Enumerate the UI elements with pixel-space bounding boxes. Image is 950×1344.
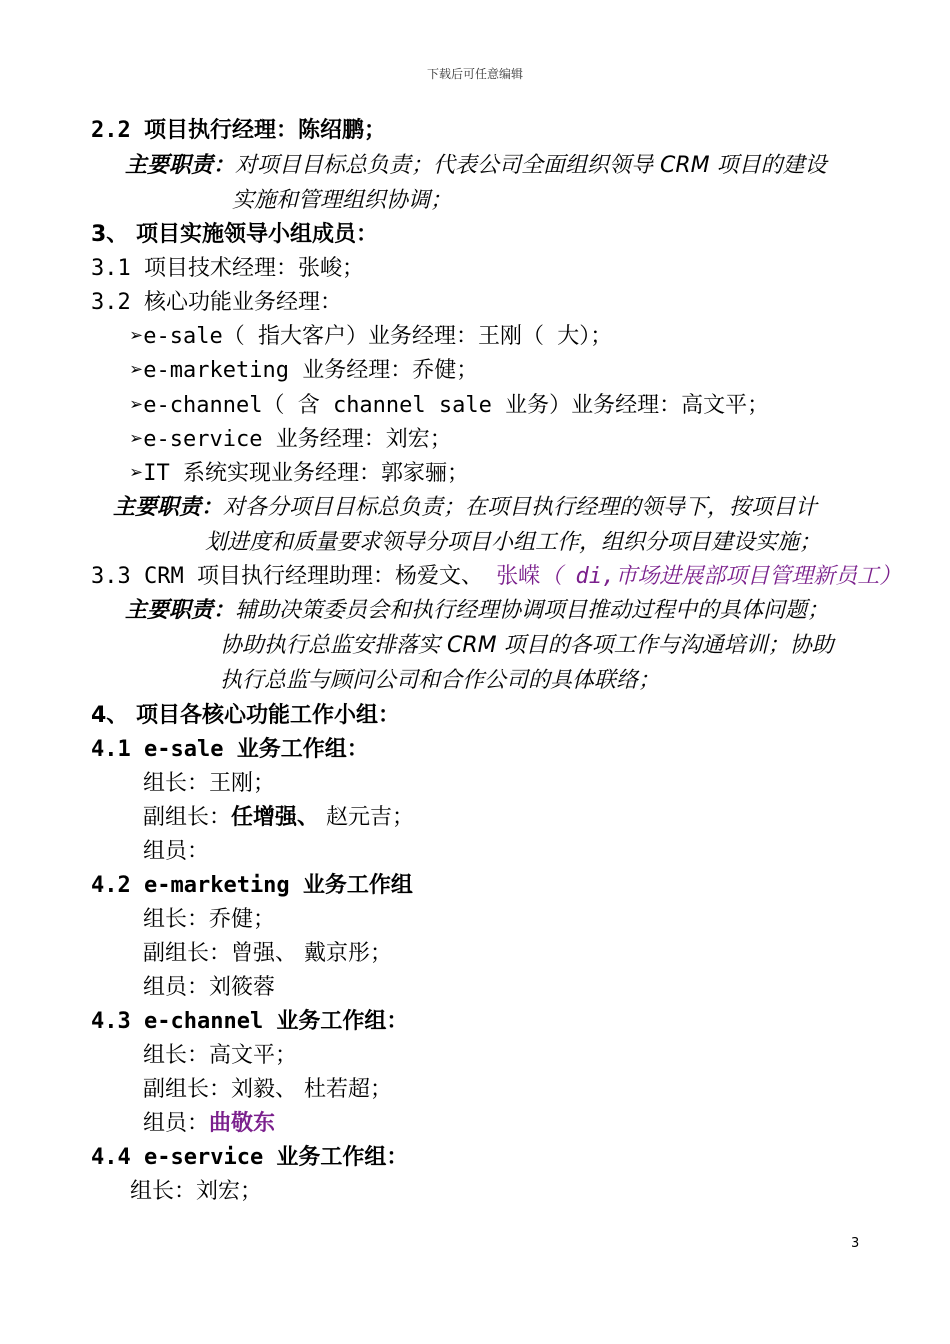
duty-3-2 <box>113 497 817 519</box>
purple-note: （ di,市场进展部项目管理新员工） <box>540 564 902 589</box>
group-deputy: 副组长：曾强、 戴京彤； <box>143 941 392 966</box>
section-3-1: 3.1 项目技术经理：张峻； <box>91 256 364 281</box>
list-item: ➢e-marketing 业务经理：乔健； <box>130 358 479 383</box>
group-members: 组员： <box>143 839 210 864</box>
group-leader: 组长：高文平； <box>143 1043 298 1068</box>
duty-3-2-cont: 划进度和质量要求领导分项目小组工作，组织分项目建设实施； <box>205 530 822 555</box>
section-2-2-heading: 2.2 项目执行经理：陈绍鹏； <box>91 118 386 143</box>
group-deputy: 副组长：任增强、 赵元吉； <box>143 805 415 830</box>
bullet-arrow-icon: ➢ <box>130 461 144 486</box>
section-4-3: 4.3 e-channel 业务工作组： <box>91 1009 409 1034</box>
duty-label: 主要职责： <box>125 598 236 623</box>
bullet-arrow-icon: ➢ <box>130 324 144 349</box>
duty-3-3-cont: 执行总监与顾问公司和合作公司的具体联络； <box>220 668 661 693</box>
duty-label: 主要职责： <box>125 153 236 178</box>
group-deputy: 副组长：刘毅、 杜若超； <box>143 1077 392 1102</box>
duty-label: 主要职责： <box>113 495 224 520</box>
bullet-arrow-icon: ➢ <box>130 427 144 452</box>
section-3-2: 3.2 核心功能业务经理： <box>91 290 342 315</box>
section-4-2: 4.2 e-marketing 业务工作组 <box>91 873 413 898</box>
purple-name: 曲敬东 <box>209 1111 276 1136</box>
group-leader: 组长：王刚； <box>143 771 276 796</box>
bullet-arrow-icon: ➢ <box>130 358 144 383</box>
section-4-1: 4.1 e-sale 业务工作组： <box>91 737 369 762</box>
section-4-4: 4.4 e-service 业务工作组： <box>91 1145 409 1170</box>
list-item: ➢IT 系统实现业务经理：郭家骊； <box>130 461 469 486</box>
bullet-arrow-icon: ➢ <box>130 393 144 418</box>
group-members: 组员：刘筱蓉 <box>143 975 276 1000</box>
page-number: 3 <box>851 1236 860 1251</box>
duty-3-3 <box>125 600 829 622</box>
group-members: 组员：曲敬东 <box>143 1111 276 1136</box>
duty-text: 辅助决策委员会和执行经理协调项目推动过程中的具体问题； <box>235 598 830 623</box>
section-3-heading: 3、 项目实施领导小组成员： <box>91 222 378 247</box>
group-leader: 组长：刘宏； <box>130 1179 263 1204</box>
purple-name: 张嵘 <box>496 564 541 589</box>
duty-text: 对各分项目目标总负责；在项目执行经理的领导下，按项目计 <box>223 495 818 520</box>
page-header: 下载后可任意编辑 <box>426 67 523 81</box>
duty-2-2-cont: 实施和管理组织协调； <box>232 188 453 213</box>
duty-text: 对项目目标总负责；代表公司全面组织领导 CRM 项目的建设 <box>235 153 827 178</box>
section-3-3: 3.3 CRM 项目执行经理助理：杨爱文、 张嵘（ di,市场进展部项目管理新员工） <box>91 564 902 589</box>
section-4-heading: 4、 项目各核心功能工作小组： <box>91 703 400 728</box>
list-item: ➢e-channel（ 含 channel sale 业务）业务经理：高文平； <box>130 393 770 418</box>
list-item: ➢e-service 业务经理：刘宏； <box>130 427 452 452</box>
group-leader: 组长：乔健； <box>143 907 276 932</box>
duty-2-2 <box>125 155 827 177</box>
duty-3-3-cont: 协助执行总监安排落实 CRM 项目的各项工作与沟通培训；协助 <box>220 633 834 658</box>
list-item: ➢e-sale（ 指大客户）业务经理：王刚（ 大）； <box>130 324 613 349</box>
